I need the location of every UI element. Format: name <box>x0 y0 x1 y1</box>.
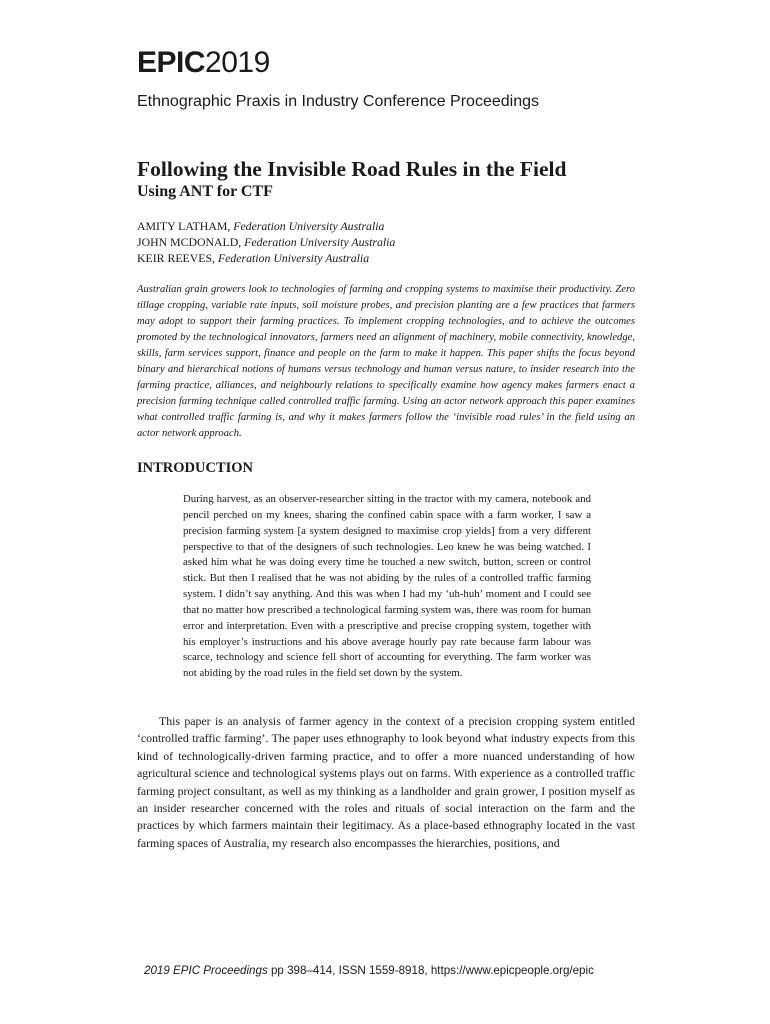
author-name: AMITY LATHAM, <box>137 219 231 233</box>
author-affiliation: Federation University Australia <box>244 235 396 249</box>
page-footer <box>144 963 594 979</box>
author-affiliation: Federation University Australia <box>217 251 370 265</box>
field-notes-block-quote: During harvest, as an observer-researcher sitting in the tractor with my camera, notebook and pencil perched on my knees, sharing the confined cabin space with a farm worker, I saw a precision farming system [a system designed to maximise crop yields] from a very different perspective to that of the designers of such technologies. Leo knew he was being watched. I asked him what he was doing every time he touched a new switch, button, screen or control stick. But then I realised that he was not abiding by the rules of a controlled traffic farming system. I didn’t say anything. And this was when I had my ‘uh-huh’ moment and I could see that no matter how prescribed a technological farming system was, there was room for human error and interpretation. Even with a prescriptive and precise cropping system, together with his employer’s instructions and his above average hourly pay rate because farm labour was scarce, technology and science fell short of accounting for everything. The farm worker was not abiding by the road rules in the field set down by the system. <box>183 493 591 680</box>
author-name: KEIR REEVES, <box>137 251 215 265</box>
author-list <box>137 218 395 266</box>
footer-journal: 2019 EPIC Proceedings <box>144 964 268 977</box>
section-heading-introduction: INTRODUCTION <box>137 460 254 476</box>
author-entry <box>137 218 395 234</box>
author-entry <box>137 250 395 266</box>
body-paragraph: This paper is an analysis of farmer agency in the context of a precision cropping system entitled ‘controlled traffic farming’. The paper uses ethnography to look beyond what industry expects from this kind of technologically-driven farming practice, and to offer a more nuanced understanding of how agricultural science and technological systems plays out on farms. With experience as a controlled traffic farming project consultant, as well as my thinking as a landholder and grain grower, I position myself as an insider researcher concerned with the roles and rituals of social interaction on the farm and the practices by which farmers maintain their legitimacy. As a place-based ethnography located in the vast farming spaces of Australia, my research also encompasses the hierarchies, positions, and <box>137 714 635 850</box>
author-affiliation: Federation University Australia <box>233 219 385 233</box>
author-name: JOHN MCDONALD, <box>137 235 242 249</box>
logo-year-text: 2019 <box>205 46 270 79</box>
paper-title: Following the Invisible Road Rules in the Field <box>137 157 567 181</box>
logo-bold-text: EPIC <box>137 46 206 79</box>
footer-citation: pp 398–414, ISSN 1559-8918, https://www.epicpeople.org/epic <box>267 964 594 977</box>
epic-logo <box>137 47 270 79</box>
proceedings-series-title: Ethnographic Praxis in Industry Conference Proceedings <box>137 93 539 110</box>
paper-subtitle: Using ANT for CTF <box>137 183 273 200</box>
abstract: Australian grain growers look to technologies of farming and cropping systems to maximise their productivity. Zero tillage cropping, variable rate inputs, soil moisture probes, and precision planting are a few practices that farmers may adopt to support their farming practices. To implement cropping technologies, and to achieve the outcomes promoted by the technological innovators, farmers need an alignment of machinery, mobile connectivity, knowledge, skills, farm services support, finance and people on the farm to make it happen. This paper shifts the focus beyond binary and hierarchical notions of humans versus technology and human versus nature, to insider research into the farming practice, alliances, and neighbourly relations to specifically examine how agency makes farmers enact a precision farming technique called controlled traffic farming. Using an actor network approach this paper examines what controlled traffic farming is, and why it makes farmers follow the ‘invisible road rules’ in the field using an actor network approach. <box>137 284 635 439</box>
author-entry <box>137 234 395 250</box>
